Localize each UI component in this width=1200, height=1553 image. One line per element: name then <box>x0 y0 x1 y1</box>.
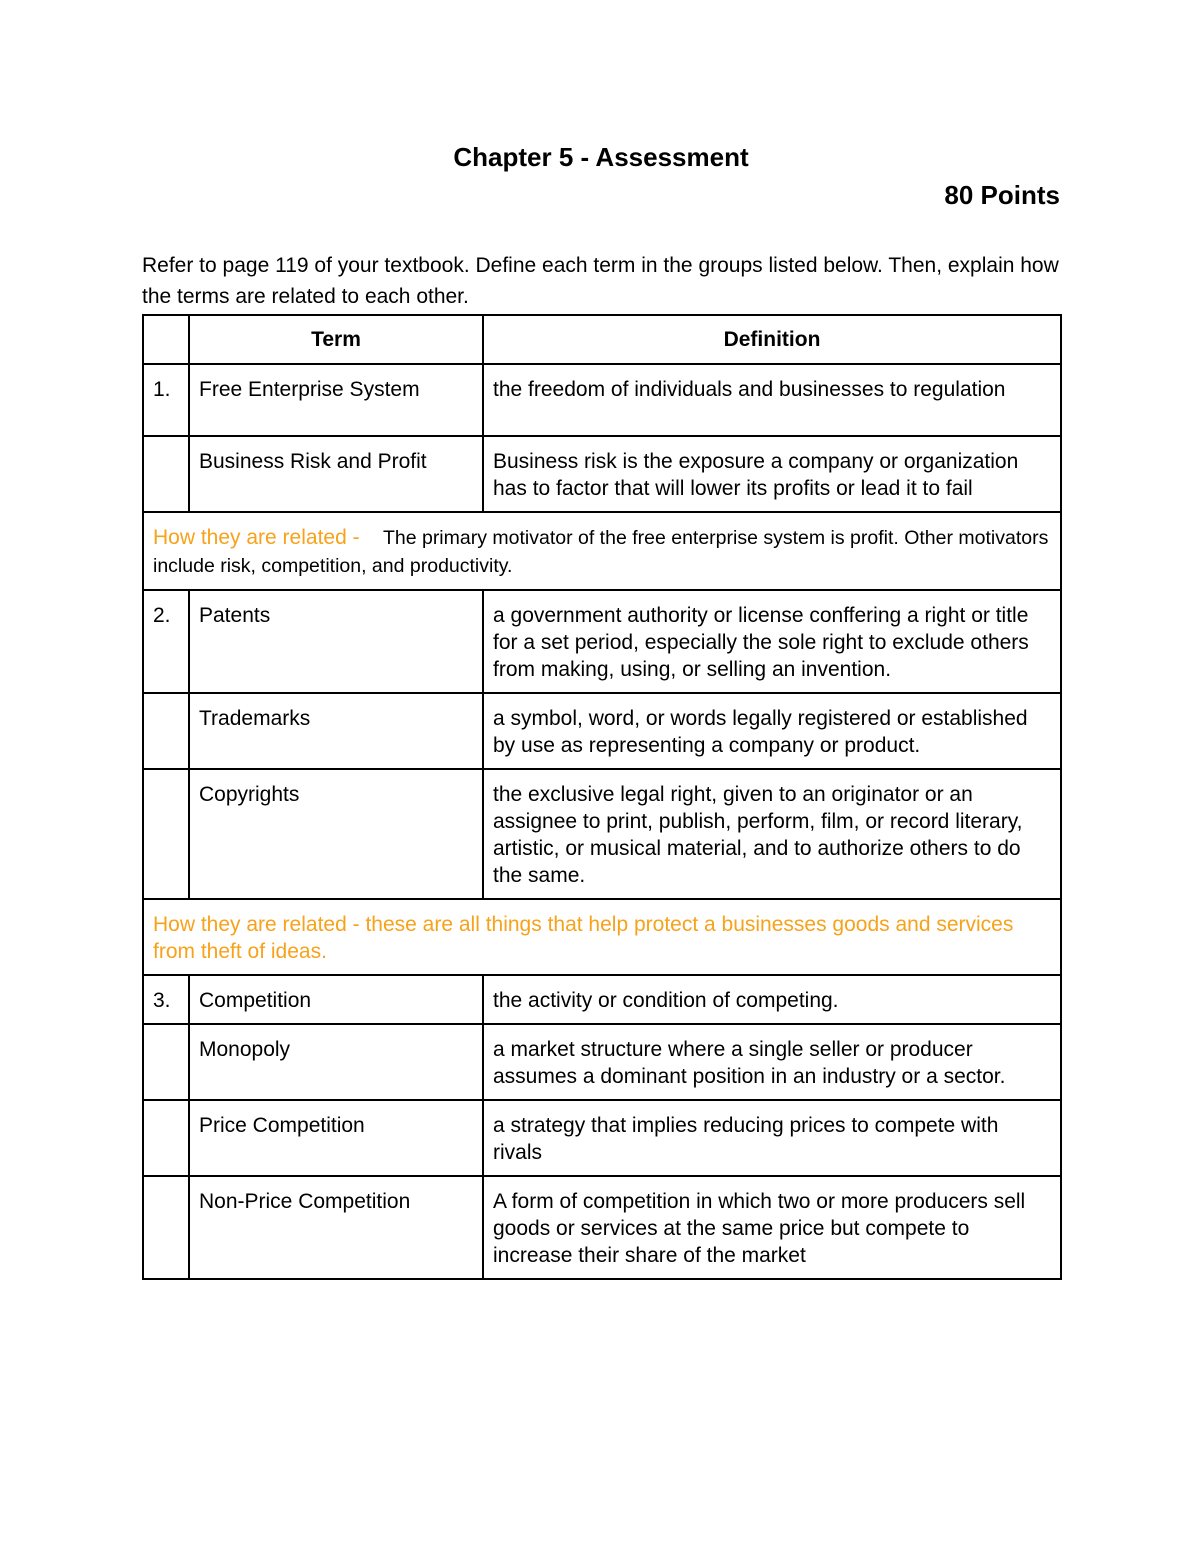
related-row <box>143 512 1061 590</box>
points-total: 80 Points <box>944 180 1060 210</box>
group-number-empty <box>143 436 189 512</box>
header-definition: Definition <box>483 315 1061 364</box>
term-cell: Monopoly <box>189 1024 483 1100</box>
document-page <box>142 140 1060 1280</box>
term-cell: Price Competition <box>189 1100 483 1176</box>
definition-cell: Business risk is the exposure a company or organization has to factor that will lower its profits or lead it to fail <box>483 436 1061 512</box>
table-row <box>143 975 1061 1024</box>
table-row <box>143 1024 1061 1100</box>
group-number: 1. <box>143 364 189 436</box>
term-cell: Competition <box>189 975 483 1024</box>
group-number: 2. <box>143 590 189 693</box>
group-number-empty <box>143 1100 189 1176</box>
definition-cell: a symbol, word, or words legally registered or established by use as representing a company or product. <box>483 693 1061 769</box>
group-number-empty <box>143 1024 189 1100</box>
group-number-empty <box>143 769 189 899</box>
table-row <box>143 1100 1061 1176</box>
group-number-empty <box>143 693 189 769</box>
related-text: The primary motivator of the free enterprise system is profit. Other motivators include risk, competition, and productivity. <box>153 527 1049 577</box>
related-label: How they are related - <box>153 913 360 936</box>
group-number: 3. <box>143 975 189 1024</box>
term-cell: Patents <box>189 590 483 693</box>
table-row <box>143 364 1061 436</box>
table-row <box>143 590 1061 693</box>
page-title: Chapter 5 - Assessment <box>453 142 749 172</box>
definition-cell: the freedom of individuals and businesses to regulation <box>483 364 1061 436</box>
table-row <box>143 769 1061 899</box>
definition-cell: the activity or condition of competing. <box>483 975 1061 1024</box>
related-text: these are all things that help protect a businesses goods and services from theft of ideas. <box>153 913 1014 963</box>
term-cell: Copyrights <box>189 769 483 899</box>
term-cell: Trademarks <box>189 693 483 769</box>
term-cell: Business Risk and Profit <box>189 436 483 512</box>
term-cell: Non-Price Competition <box>189 1176 483 1279</box>
term-cell: Free Enterprise System <box>189 364 483 436</box>
group-number-empty <box>143 1176 189 1279</box>
terms-table <box>142 314 1062 1280</box>
header-term: Term <box>189 315 483 364</box>
table-header-row <box>143 315 1061 364</box>
header-num <box>143 315 189 364</box>
table-row <box>143 1176 1061 1279</box>
definition-cell: the exclusive legal right, given to an originator or an assignee to print, publish, perform, film, or record literary, artistic, or musical material, and to authorize others to do the same. <box>483 769 1061 899</box>
definition-cell: A form of competition in which two or more producers sell goods or services at the same price but compete to increase their share of the market <box>483 1176 1061 1279</box>
related-row <box>143 899 1061 975</box>
table-row <box>143 693 1061 769</box>
table-row <box>143 436 1061 512</box>
definition-cell: a government authority or license conffering a right or title for a set period, especially the sole right to exclude others from making, using, or selling an invention. <box>483 590 1061 693</box>
instructions: Refer to page 119 of your textbook. Define each term in the groups listed below. Then, explain how the terms are related to each other. <box>142 254 1059 308</box>
related-cell <box>143 899 1061 975</box>
definition-cell: a strategy that implies reducing prices to compete with rivals <box>483 1100 1061 1176</box>
related-label: How they are related - <box>153 526 360 549</box>
related-cell <box>143 512 1061 590</box>
definition-cell: a market structure where a single seller or producer assumes a dominant position in an industry or a sector. <box>483 1024 1061 1100</box>
